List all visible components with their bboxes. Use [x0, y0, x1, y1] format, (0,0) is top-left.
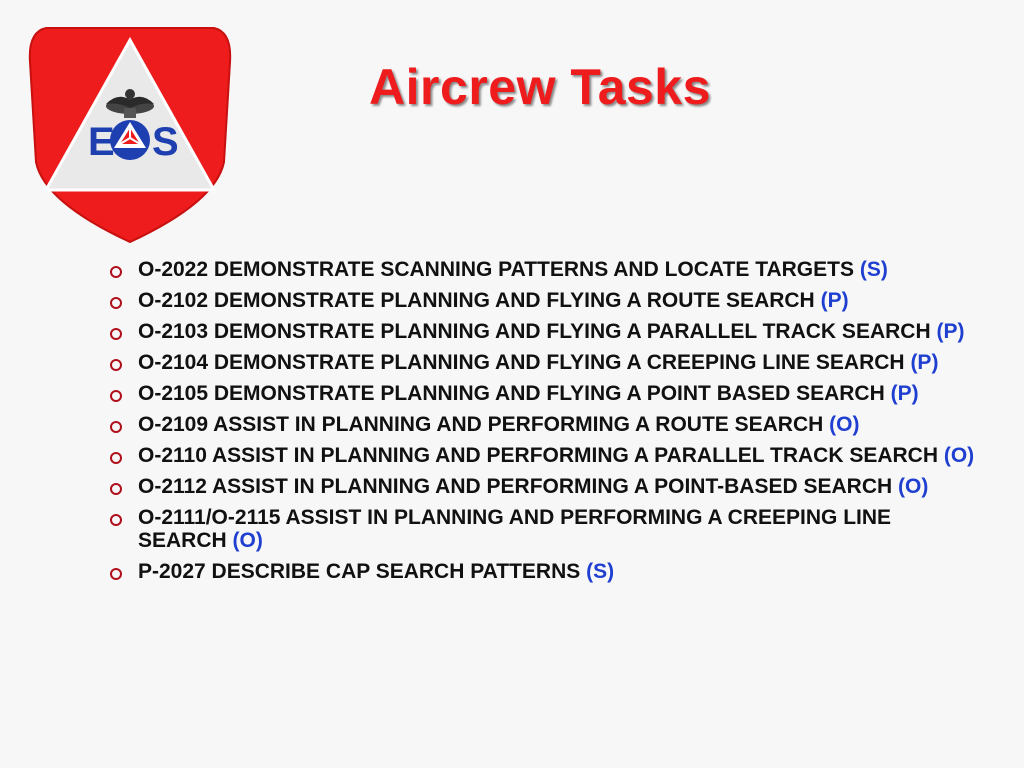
bullet-icon [110, 452, 122, 464]
task-tag: (O) [829, 413, 860, 436]
task-item [108, 475, 978, 498]
task-tag: (P) [936, 320, 965, 343]
task-text: O-2103 DEMONSTRATE PLANNING AND FLYING A PARALLEL TRACK SEARCH [138, 320, 931, 343]
task-tag: (P) [820, 289, 849, 312]
bullet-icon [110, 328, 122, 340]
logo-letter-s: S [152, 120, 179, 164]
bullet-icon [110, 568, 122, 580]
task-text: O-2022 DEMONSTRATE SCANNING PATTERNS AND LOCATE TARGETS [138, 258, 854, 281]
task-tag: (S) [859, 258, 888, 281]
es-shield-logo [26, 22, 234, 246]
task-tag: (S) [586, 560, 615, 583]
task-item [108, 506, 978, 552]
task-text: O-2109 ASSIST IN PLANNING AND PERFORMING A ROUTE SEARCH [138, 413, 824, 436]
task-item [108, 258, 978, 281]
bullet-icon [110, 266, 122, 278]
slide-title: Aircrew Tasks [369, 59, 711, 115]
task-text: O-2105 DEMONSTRATE PLANNING AND FLYING A POINT BASED SEARCH [138, 382, 885, 405]
task-item [108, 351, 978, 374]
task-tag: (P) [910, 351, 939, 374]
task-tag: (O) [943, 444, 975, 467]
task-text: O-2102 DEMONSTRATE PLANNING AND FLYING A ROUTE SEARCH [138, 289, 815, 312]
bullet-icon [110, 297, 122, 309]
bullet-icon [110, 483, 122, 495]
task-text: O-2104 DEMONSTRATE PLANNING AND FLYING A CREEPING LINE SEARCH [138, 351, 905, 374]
task-item [108, 382, 978, 405]
task-item [108, 444, 978, 467]
task-tag: (O) [232, 529, 263, 552]
bullet-icon [110, 514, 122, 526]
bullet-icon [110, 359, 122, 371]
task-text: P-2027 DESCRIBE CAP SEARCH PATTERNS [138, 560, 581, 583]
task-text: O-2112 ASSIST IN PLANNING AND PERFORMING A POINT-BASED SEARCH [138, 475, 893, 498]
task-text: O-2110 ASSIST IN PLANNING AND PERFORMING A PARALLEL TRACK SEARCH [138, 444, 939, 467]
task-list [108, 258, 978, 591]
task-tag: (O) [898, 475, 929, 498]
task-item [108, 560, 978, 583]
task-item [108, 320, 978, 343]
bullet-icon [110, 421, 122, 433]
task-tag: (P) [890, 382, 919, 405]
task-text: O-2111/O-2115 ASSIST IN PLANNING AND PERFORMING A CREEPING LINE SEARCH [138, 506, 892, 552]
logo-letter-e: E [88, 120, 115, 164]
task-item [108, 413, 978, 436]
bullet-icon [110, 390, 122, 402]
task-item [108, 289, 978, 312]
